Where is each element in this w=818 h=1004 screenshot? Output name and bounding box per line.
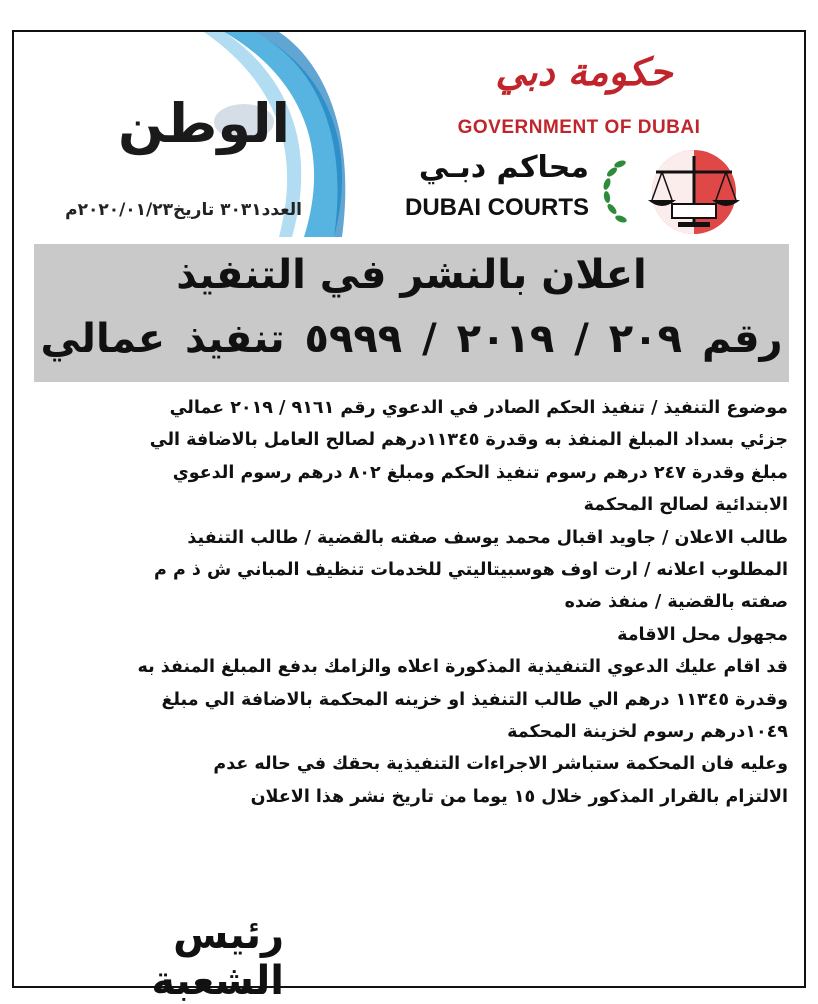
government-of-dubai-logo	[444, 47, 714, 142]
body-line: موضوع التنفيذ / تنفيذ الحكم الصادر في الدعوي رقم ٩١٦١ / ٢٠١٩ عمالي	[169, 398, 788, 418]
header	[14, 32, 804, 237]
courts-english-name: DUBAI COURTS	[405, 194, 589, 221]
body-line: مجهول محل الاقامة	[617, 624, 788, 645]
case-number-title: رقم ٢٠٩ / ٢٠١٩ / ٥٩٩٩ تنفيذ عمالي	[40, 316, 783, 362]
body-line: وعليه فان المحكمة ستباشر الاجراءات التنفيذية بحقك في حاله عدم	[213, 754, 788, 775]
body-line: وقدرة ١١٣٤٥ درهم الي طالب التنفيذ او خزينه المحكمة بالاضافة الي مبلغ	[161, 689, 788, 710]
announcement-title: اعلان بالنشر في التنفيذ	[176, 252, 647, 298]
issue-date-line: العدد٣٠٣١ تاريخ٢٠٢٠/٠١/٢٣م	[65, 200, 302, 220]
body-line: صفته بالقضية / منفذ ضده	[564, 592, 788, 613]
body-line: مبلغ وقدرة ٢٤٧ درهم رسوم تنفيذ الحكم ومبلغ ٨٠٢ درهم رسوم الدعوي	[172, 462, 788, 483]
announcement-body	[36, 392, 788, 813]
newspaper-name: الوطن	[117, 92, 291, 155]
signature-title: رئيس الشعبة	[151, 912, 284, 1004]
gov-english-text: GOVERNMENT OF DUBAI	[457, 117, 701, 138]
body-line: قد اقام عليك الدعوي التنفيذية المذكورة اعلاه والزامك بدفع المبلغ المنفذ به	[137, 657, 788, 678]
body-line: الالتزام بالقرار المذكور خلال ١٥ يوما من تاريخ نشر هذا الاعلان	[250, 786, 788, 807]
body-line: المطلوب اعلانه / ارت اوف هوسبيتاليتي للخدمات تنظيف المباني ش ذ م م	[154, 560, 788, 581]
title-band	[34, 244, 789, 382]
body-line: جزئي بسداد المبلغ المنفذ به وقدرة ١١٣٤٥درهم لصالح العامل بالاضافة الي	[149, 430, 788, 451]
gov-arabic-calligraphy: حكومة دبي	[495, 49, 673, 94]
body-line: طالب الاعلان / جاويد اقبال محمد يوسف صفته بالقضية / طالب التنفيذ	[187, 527, 788, 548]
dubai-courts-emblem-icon	[594, 142, 759, 237]
body-line: الابتدائية لصالح المحكمة	[583, 495, 788, 516]
announcement-frame	[12, 30, 806, 1004]
courts-arabic-name: محاكم دبـي	[418, 150, 589, 185]
body-line: ١٠٤٩درهم رسوم لخزينة المحكمة	[507, 722, 788, 743]
